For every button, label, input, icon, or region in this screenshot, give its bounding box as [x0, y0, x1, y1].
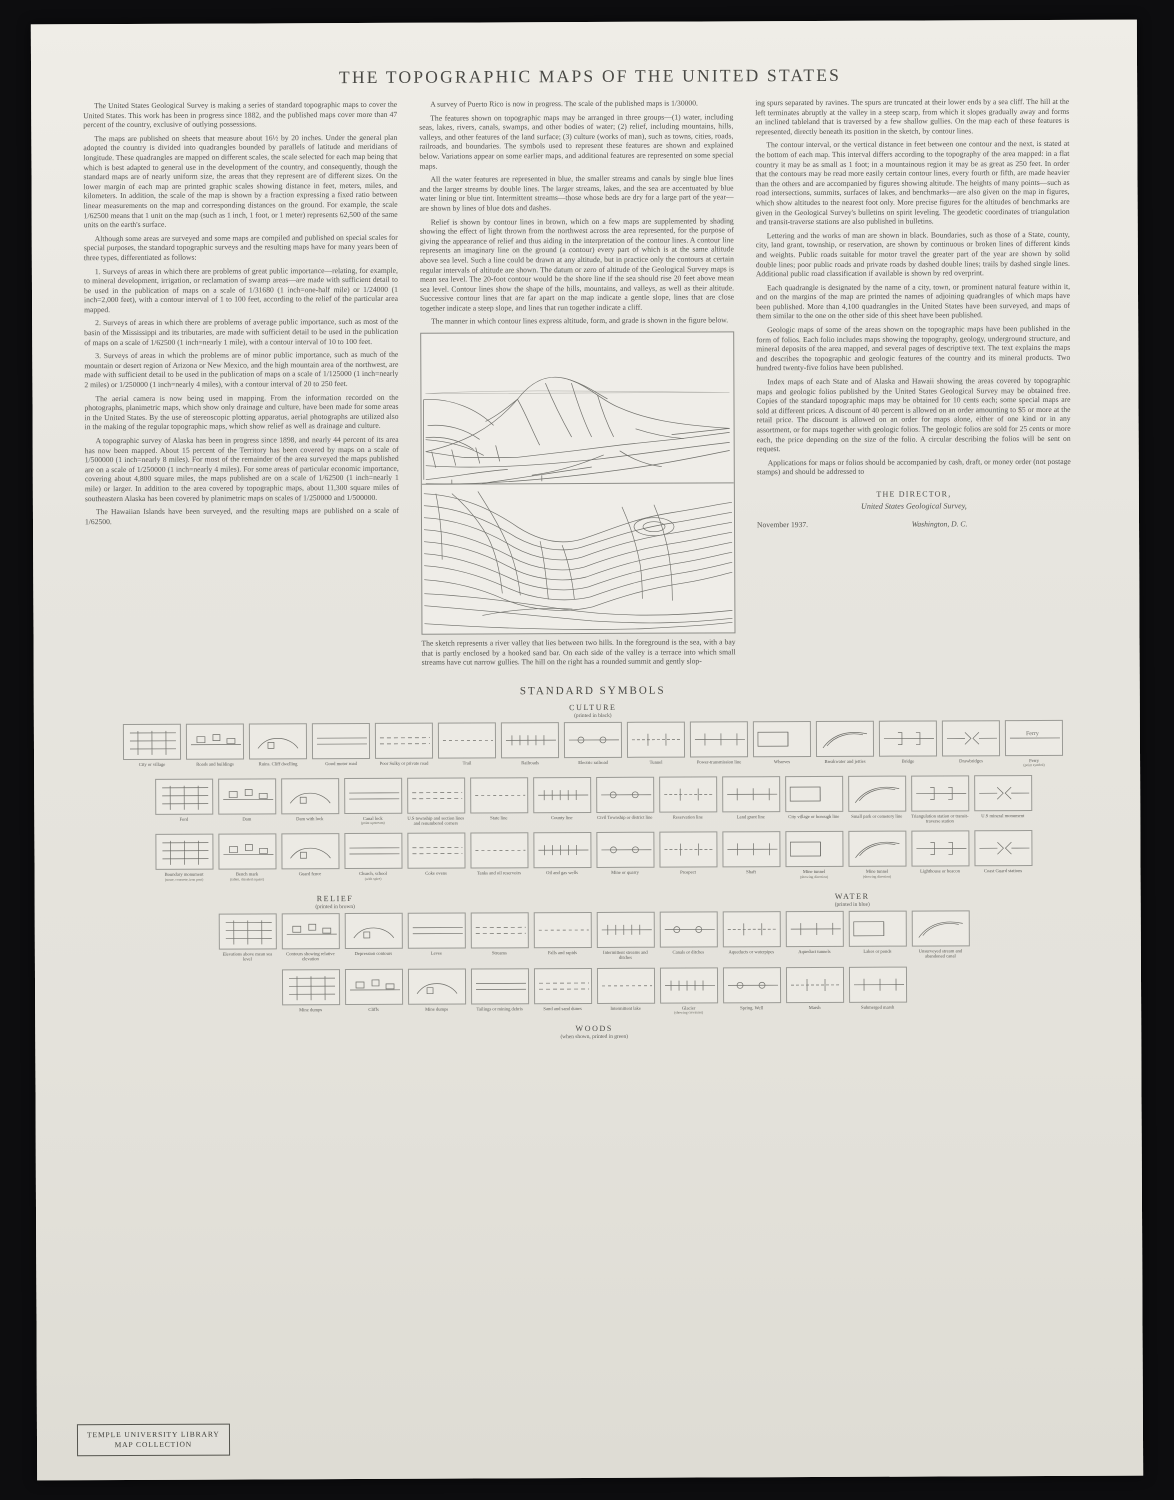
symbol-entry [785, 967, 843, 1015]
falls-rapids-icon [533, 912, 591, 948]
symbol-caption: Intermittent lake [610, 1005, 641, 1011]
symbol-entry [911, 910, 969, 959]
triangulation-icon [911, 775, 969, 811]
symbol-caption: Prospect [680, 869, 696, 875]
spring-well-icon [722, 967, 780, 1003]
township-line-icon [596, 776, 654, 812]
symbol-caption: Bench mark (tablet, chiseled square) [218, 872, 276, 882]
symbol-entry [533, 832, 591, 880]
symbol-entry [407, 913, 465, 962]
railroad-icon [501, 722, 559, 758]
mine-dumps-icon [281, 969, 339, 1005]
symbol-caption: Civil Township or district line [597, 814, 653, 820]
symbol-entry [470, 777, 528, 826]
city-block-icon [123, 724, 181, 760]
svg-text:Ferry: Ferry [1025, 730, 1039, 737]
signature-block [757, 488, 1071, 531]
symbol-entry [344, 777, 402, 826]
symbol-caption: Ford [179, 816, 189, 822]
dam-icon [218, 778, 276, 814]
culture-section-subtitle: (printed in black) [574, 712, 612, 719]
symbol-caption: Triangulation station or transit-traverse station [911, 812, 969, 824]
trail-icon [438, 722, 496, 758]
symbol-entry [722, 911, 780, 960]
director-label: THE DIRECTOR, [876, 489, 952, 499]
symbol-entry [218, 913, 276, 962]
reservation-line-icon [659, 776, 717, 812]
symbol-entry [659, 911, 717, 960]
symbol-caption-sub: (showing direction) [799, 874, 829, 879]
symbol-caption: Guard fence [298, 871, 322, 877]
symbol-entry [722, 832, 780, 880]
water-section [604, 885, 1101, 912]
canals-ditches-icon [659, 911, 717, 947]
symbol-entry [533, 777, 591, 826]
mine-tunnel-icon [785, 831, 843, 867]
symbol-caption: Unsurveyed stream and abandoned canal [918, 948, 963, 959]
symbol-caption: Boundary monument (stone, concrete, iron post) [155, 872, 213, 882]
symbol-caption: U.S mineral monument [981, 812, 1025, 818]
coast-guard-icon [974, 830, 1032, 866]
symbol-caption: Small park or cemetery line [851, 813, 903, 819]
library-stamp [77, 1424, 230, 1457]
symbol-caption: Canal lock (point upstream) [344, 815, 402, 825]
symbol-entry [911, 775, 969, 824]
boundary-monument-icon [155, 834, 213, 870]
symbol-entry [785, 911, 843, 960]
roads-buildings-icon [186, 723, 244, 759]
woods-section-title: WOODS [575, 1023, 613, 1033]
relief-section-title: RELIEF [316, 894, 354, 904]
symbol-entry [533, 968, 591, 1016]
symbol-caption: Breakwater and jetties [824, 758, 866, 764]
symbol-entry [690, 721, 748, 769]
symbol-entry [848, 966, 906, 1014]
symbol-caption: Coast Guard stations [983, 868, 1023, 874]
symbol-entry [501, 722, 559, 770]
symbol-caption: Mine or quarry [611, 870, 639, 876]
state-line-icon [470, 777, 528, 813]
symbol-entry [407, 777, 465, 826]
symbol-caption: Canals or ditches [672, 949, 705, 955]
symbol-entry [848, 831, 906, 879]
park-line-icon [848, 775, 906, 811]
symbol-entry [564, 722, 622, 770]
power-line-icon [690, 721, 748, 757]
symbol-caption: Submerged marsh [861, 1004, 895, 1010]
elevation-contours-icon [218, 913, 276, 949]
culture-symbol-row-3 [86, 830, 1100, 882]
county-line-icon [533, 777, 591, 813]
symbol-caption: Streams [491, 950, 507, 956]
symbol-caption: City village or borough line [788, 813, 840, 819]
paragraph: 1. Surveys of areas in which there are problems of great public importance—relating, for example, to mineral development, irrigation, or reclamation of swamp areas—are made with sufficient detail to be used in the publication of maps on a scale of 1/31680 (1 inch=one-half mile) or 1/24000 (1 inch=2,000 feet), with a contour interval of 1 to 100 feet, according to the relief of the particular area mapped. [83, 265, 399, 315]
column-1 [83, 100, 399, 531]
symbol-entry [785, 831, 843, 879]
tunnel-icon [627, 721, 685, 757]
breakwater-icon [816, 721, 874, 757]
symbol-entry [627, 721, 685, 769]
symbol-entry [722, 776, 780, 825]
symbol-entry [344, 833, 402, 881]
symbol-entry [375, 723, 433, 771]
symbol-entry [596, 968, 654, 1016]
symbol-entry [942, 720, 1000, 768]
water-section-title: WATER [834, 891, 870, 901]
symbol-entry [596, 776, 654, 825]
symbol-entry [848, 775, 906, 824]
symbol-caption: Good motor road [325, 760, 357, 766]
symbol-entry [533, 912, 591, 961]
symbol-entry [218, 778, 276, 827]
paragraph: All the water features are represented in blue, the smaller streams and canals by single blue lines and the larger streams by double lines. The larger streams, lakes, and the sea are accentuated by blue water lining or blue tint. Intermittent streams—those whose beds are dry for a large part of the year—are shown by lines of blue dots and dashes. [419, 173, 734, 213]
symbol-caption: Roads and buildings [196, 761, 234, 767]
symbol-caption: Levee [430, 950, 443, 956]
agency-label: United States Geological Survey, [861, 501, 967, 511]
symbol-caption: Coke ovens [425, 870, 447, 877]
symbol-entry [344, 969, 402, 1017]
symbol-caption: Aqueducts or waterpipes [728, 949, 775, 955]
prospect-icon [659, 832, 717, 868]
symbol-entry [281, 833, 339, 881]
poor-road-icon [375, 723, 433, 759]
symbol-entry [596, 832, 654, 880]
symbol-caption: Ferry (point symbol) [1005, 758, 1063, 768]
aqueduct-icon [722, 911, 780, 947]
symbol-caption: Sand and sand dunes [543, 1005, 582, 1012]
paragraph: The United States Geological Survey is making a series of standard topographic maps to cover the United States. This work has been in progress since 1882, and the published maps cover more than 47 percent of the country, exclusive of outlying possessions. [83, 99, 398, 130]
sheet-content [83, 54, 1103, 1462]
symbol-caption: State line [490, 814, 508, 820]
unsurveyed-stream-icon [911, 910, 969, 946]
symbol-caption: U.S township and section lines and renumbered corners [407, 815, 465, 826]
symbol-entry [438, 722, 496, 770]
oil-gas-wells-icon [533, 832, 591, 868]
contour-illustration [420, 331, 735, 634]
symbol-entry [344, 913, 402, 962]
signature-row [757, 518, 1071, 531]
symbol-entry [186, 723, 244, 771]
lakes-ponds-icon [848, 911, 906, 947]
symbol-entry [659, 776, 717, 825]
symbol-entry [407, 968, 465, 1016]
library-stamp-line2: MAP COLLECTION [114, 1439, 193, 1450]
tanks-icon [470, 833, 528, 869]
symbol-caption: Mine tunnel (showing direction) [848, 869, 906, 879]
symbol-entry [816, 721, 874, 769]
paragraph: 3. Surveys of areas in which the problems are of minor public importance, such as much of the mountain or desert region of Arizona or New Mexico, and the high mountain area of the northwest, are made with sufficient detail to be used in the publication of maps on a scale of 1/125000 (1 inch=nearly 2 miles) or 1/250000 (1 inch=nearly 4 miles), with a contour interval of 20 to 250 feet. [84, 350, 399, 390]
symbol-caption: Dam [242, 816, 252, 822]
relief-water-symbol-row-2 [87, 966, 1101, 1018]
symbol-caption: Aqueduct tunnels [798, 949, 831, 955]
symbol-entry [879, 720, 937, 768]
paragraph: A survey of Puerto Rico is now in progress. The scale of the published maps is 1/30000. [430, 98, 698, 109]
symbol-caption: Mine tunnel (showing direction) [785, 869, 843, 879]
shaft-icon [722, 832, 780, 868]
paragraph: Index maps of each State and of Alaska and Hawaii showing the areas covered by topographic maps and geologic folios published by the United States Geological Survey may be obtained free. Copies of the standard topographic maps may be obtained for 10 cents each; some special maps are sold at different prices. A discount of 40 percent is allowed on an order amounting to $5 or more at the retail price. The discount is allowed on an order for maps alone, either of one kind or in any assortment, or for maps together with geologic folios. The geologic folios are sold for 25 cents or more each, the price depending on the size of the folio. A circular describing the folios will be sent on request. [756, 375, 1071, 454]
symbol-entry [123, 724, 181, 772]
levee-icon [407, 913, 465, 949]
paragraph: Applications for maps or folios should be accompanied by cash, draft, or money order (not postage stamps) and should be addressed to [756, 456, 1071, 477]
church-school-icon [344, 833, 402, 869]
symbol-caption-sub: (stone, concrete, iron post) [164, 877, 204, 882]
township-lines-icon [407, 777, 465, 813]
symbol-caption-sub: (point symbol) [1023, 763, 1045, 768]
paragraph: The aerial camera is now being used in mapping. From the information recorded on the photographs, planimetric maps, which show only drainage and culture, have been made for some areas in the United States. By the use of stereoscopic plotting apparatus, aerial photographs are utilized also in the making of the regular topographic maps, which show relief as well as drainage and culture. [84, 392, 399, 432]
symbol-caption: Mine dumps [299, 1007, 323, 1013]
submerged-marsh-icon [848, 966, 906, 1002]
symbol-caption: Lakes or ponds [863, 948, 892, 954]
guard-fence-icon [281, 833, 339, 869]
streams-icon [470, 912, 528, 948]
symbol-caption: Lighthouse or beacon [920, 868, 960, 874]
standard-symbols-heading: STANDARD SYMBOLS [519, 684, 666, 698]
symbol-entry [659, 832, 717, 880]
mine-tunnel2-icon [848, 831, 906, 867]
figure-caption: The sketch represents a river valley that lies between two hills. In the foreground is the sea, with a bay that is partly enclosed by a hooked sand bar. On each side of the valley is a terrace into which small streams have cut narrow gullies. The hill on the right has a rounded summit and gently slop- [421, 637, 736, 667]
symbol-caption: Tailings or mining debris [476, 1006, 523, 1012]
symbol-entry [470, 833, 528, 881]
symbol-caption-sub: (tablet, chiseled square) [229, 877, 265, 882]
text-columns [83, 97, 1099, 673]
land-grant-icon [722, 776, 780, 812]
symbol-entry [155, 778, 213, 827]
symbol-caption: Land grant line [736, 813, 765, 819]
symbol-caption: Mine dumps [425, 1006, 449, 1012]
paragraph: Although some areas are surveyed and some maps are compiled and published on special scales for special purposes, the standard topographic surveys and the resulting maps have for many years been of three types, differentiated as follows: [83, 232, 398, 263]
coke-ovens-icon [407, 833, 465, 869]
symbol-caption: Power-transmission line [696, 759, 742, 765]
symbol-caption: Contours showing relative elevation [286, 951, 335, 962]
map-sheet [31, 20, 1143, 1481]
symbol-caption: County line [550, 814, 573, 820]
dam-lock-icon [281, 778, 339, 814]
symbol-caption: Tanks and oil reservoirs [477, 870, 522, 876]
symbol-entry [249, 723, 307, 771]
symbol-caption: Railroads [521, 760, 539, 766]
paragraph: Geologic maps of some of the areas shown on the topographic maps have been published in the form of folios. Each folio includes maps showing the topography, geology, underground structure, and mineral deposits of the area mapped, and several pages of descriptive text. The text explains the maps and describes the topographic and geologic features of the country and its mineral products. Two hundred twenty-five folios have been published. [756, 323, 1071, 373]
tailings-icon [470, 968, 528, 1004]
symbol-caption: Reservation line [672, 814, 703, 820]
symbol-entry [785, 775, 843, 824]
symbol-entry [218, 834, 276, 882]
page-title: THE TOPOGRAPHIC MAPS OF THE UNITED STATES [338, 64, 842, 88]
landform-sketch-svg [421, 332, 734, 633]
library-stamp-line1: TEMPLE UNIVERSITY LIBRARY [86, 1429, 220, 1440]
symbol-caption: Bridge [901, 758, 915, 764]
culture-section-title: CULTURE [569, 702, 617, 712]
paragraph: The manner in which contour lines express altitude, form, and grade is shown in the figure below. [431, 315, 729, 327]
paragraph: ing spurs separated by ravines. The spurs are truncated at their lower ends by a sea cliff. The hill at the left terminates abruptly at the valley in a steep scarp, from which it slopes gradually away and forms an inclined tableland that is traversed by a few shallow gullies. On the map each of these features is represented, directly beneath its position in the sketch, by contour lines. [755, 96, 1070, 137]
water-section-subtitle: (printed in blue) [834, 901, 870, 908]
symbol-entry [974, 830, 1032, 878]
electric-railroad-icon [564, 722, 622, 758]
ferry-icon [1005, 720, 1063, 756]
symbol-entry [155, 834, 213, 882]
signature-place: Washington, D. C. [911, 519, 968, 529]
wharves-icon [753, 721, 811, 757]
symbol-caption: Depression contours [354, 950, 393, 957]
aqueduct-tunnel-icon [785, 911, 843, 947]
relief-water-symbol-row-1 [87, 910, 1101, 963]
bench-mark-icon [218, 834, 276, 870]
symbol-caption: Ruins. Cliff dwelling [258, 761, 298, 767]
cliffs-icon [344, 969, 402, 1005]
culture-symbol-row-1 [86, 720, 1100, 772]
good-road-icon [312, 723, 370, 759]
symbol-entry [722, 967, 780, 1015]
borough-line-icon [785, 775, 843, 811]
sand-dunes-icon [533, 968, 591, 1004]
mine-dumps2-icon [407, 968, 465, 1004]
symbol-entry [1005, 720, 1063, 768]
symbol-caption: Shaft [746, 869, 756, 875]
relief-section-subtitle: (printed in brown) [315, 904, 355, 911]
paragraph: The maps are published on sheets that measure about 16½ by 20 inches. Under the general plan adopted the country is divided into quadrangles bounded by parallels of latitude and meridians of longitude. These quadrangles are mapped on different scales, the scale selected for each map being that which is best adapted to general use in the development of the country, and consequently, though the standard maps are of nearly uniform size, the areas that they represent are of different sizes. On the lower margin of each map are printed graphic scales showing distance in feet, meters, miles, and kilometers. In addition, the scale of the map is shown by a fraction expressing a fixed ratio between linear measurements on the map and corresponding distances on the ground. For example, the scale 1/62500 means that 1 unit on the map (such as 1 inch, 1 foot, or 1 meter) represents 62,500 of the same units on the earth's surface. [83, 132, 398, 230]
relative-elevation-icon [281, 913, 339, 949]
drawbridge-icon [942, 720, 1000, 756]
symbol-caption: Dam with lock [296, 815, 324, 821]
signature-date: November 1937. [756, 520, 809, 530]
symbol-caption: Wharves [773, 758, 791, 765]
mine-quarry-icon [596, 832, 654, 868]
marsh-icon [785, 967, 843, 1003]
glacier-icon [659, 967, 717, 1003]
symbol-entry [407, 833, 465, 881]
ruins-icon [249, 723, 307, 759]
symbol-entry [753, 721, 811, 769]
woods-section-subtitle: (when shown, printed in green) [560, 1033, 629, 1040]
symbol-entry [470, 968, 528, 1016]
symbol-caption: Tunnel [649, 759, 663, 765]
intermittent-streams-icon [596, 912, 654, 948]
intermittent-lake-icon [596, 968, 654, 1004]
symbol-caption: Church, school (with spire) [344, 871, 402, 881]
depression-contours-icon [344, 913, 402, 949]
symbol-entry [312, 723, 370, 771]
symbol-caption: Falls and rapids [547, 950, 577, 956]
symbol-caption: Intermittent streams and ditches [603, 949, 648, 961]
symbol-entry [281, 778, 339, 827]
symbol-caption-sub: (showing crevasses) [674, 1010, 704, 1015]
symbol-caption: Electric railroad [578, 759, 608, 765]
paragraph: The Hawaiian Islands have been surveyed, and the resulting maps are published on a scale of 1/62500. [84, 505, 399, 526]
paragraph: A topographic survey of Alaska has been in progress since 1898, and nearly 44 percent of its area has now been mapped. About 15 percent of the Territory has been covered by maps on a scale of 1/500000 (1 inch=nearly 8 miles). For most of the remainder of the area surveyed the maps published are on a scale of 1/250000 (1 inch=nearly 4 miles). For some areas of particular economic importance, covering about 4,800 square miles, the maps published are on a scale of 1/62500 (1 inch=nearly 1 mile) or larger. In addition to the area covered by topographic maps, about 11,300 square miles of southeastern Alaska has been covered by planimetric maps on scales of 1/250000 and 1/500000. [84, 434, 399, 503]
symbol-caption: Spring. Well [740, 1005, 764, 1011]
symbol-entry [911, 831, 969, 879]
symbol-entry [596, 912, 654, 961]
symbol-caption: Poor Sulky or private road [379, 760, 429, 766]
symbol-caption: Elevations above mean sea level [222, 951, 273, 962]
symbol-entry [659, 967, 717, 1015]
paragraph: Each quadrangle is designated by the name of a city, town, or prominent natural feature within it, and on the margins of the map are printed the names of adjoining quadrangles of which maps have been published. More than 4,100 quadrangles in the United States have been surveyed, and maps of them similar to the one on the other side of this sheet have been published. [756, 281, 1071, 321]
symbol-caption-sub: (showing direction) [862, 874, 892, 879]
relief-section [87, 887, 584, 914]
ford-icon [155, 778, 213, 814]
paragraph: 2. Surveys of areas in which there are problems of average public importance, such as most of the basin of the Mississippi and its tributaries, are made with sufficient detail to be used in the publication of maps on a scale of 1/62500 (1 inch=nearly 1 mile), with a contour interval of 10 to 100 feet. [84, 317, 399, 347]
symbol-entry [281, 913, 339, 962]
symbol-caption: City or village [138, 761, 166, 767]
paragraph: The contour interval, or the vertical distance in feet between one contour and the next, is stated at the bottom of each map. This interval differs according to the topography of the area mapped: in a flat country it may be as small as 1 foot; in a mountainous region it may be as great as 250 feet. In order that the contours may be read more easily certain contour lines, every fourth or fifth, are made heavier than the others and are accompanied by figures showing altitude. The heights of many points—such as road intersections, summits, surfaces of lakes, and benchmarks—are also given on the map in figures, which show altitudes to the nearest foot only. More precise figures for the altitudes of benchmarks are given in the Geological Survey's bulletins on spirit leveling. The geodetic coordinates of triangulation and transit-traverse stations are also published in bulletins. [755, 139, 1070, 227]
canal-lock-icon [344, 777, 402, 813]
symbol-entry [848, 911, 906, 960]
symbol-entry [470, 912, 528, 961]
column-3 [755, 97, 1071, 531]
symbol-entry [281, 969, 339, 1017]
paragraph: Relief is shown by contour lines in brown, which on a few maps are supplemented by shading showing the effect of light thrown from the northwest across the area represented, for the purpose of giving the appearance of relief and thus aiding in the interpretation of the contour lines. A contour line represents an imaginary line on the ground (a contour) every part of which is at the same altitude above sea level. Such a line could be drawn at any altitude, but in practice only the contours at certain regular intervals of altitude are shown. The datum or zero of altitude of the Geological Survey maps is mean sea level. The 20-foot contour would be the shore line if the sea should rise 20 feet above mean sea level. Contour lines show the shape of the hills, mountains, and valleys, as well as their altitude. Successive contour lines that are far apart on the map indicate a gentle slope, lines that are close together indicate a steep slope, and lines that run together indicate a cliff. [419, 215, 735, 313]
symbol-caption: Trail [462, 760, 472, 766]
symbol-caption-sub: (with spire) [364, 876, 382, 881]
culture-symbol-row-2 [86, 774, 1100, 827]
symbol-caption: Marsh [808, 1004, 821, 1010]
mineral-monument-icon [974, 775, 1032, 811]
symbol-caption-sub: (point upstream) [360, 820, 385, 825]
symbol-caption: Oil and gas wells [546, 870, 578, 876]
symbol-caption: Drawbridges [959, 758, 983, 764]
lighthouse-icon [911, 831, 969, 867]
bridge-icon [879, 720, 937, 756]
paragraph: Lettering and the works of man are shown in black. Boundaries, such as those of a State, county, city, land grant, township, or reservation, are shown by continuous or broken lines of different kinds and weights. Public roads suitable for motor travel the greater part of the year are shown by solid double lines; poor public roads and private roads by dashed double lines; trails by dashed single lines. Additional public road classification if available is shown by red overprint. [755, 229, 1070, 279]
symbol-caption: Glacier (showing crevasses) [660, 1005, 718, 1015]
symbol-entry [974, 775, 1032, 824]
column-2 [419, 98, 735, 671]
paragraph: The features shown on topographic maps may be arranged in three groups—(1) water, including seas, lakes, rivers, canals, swamps, and other bodies of water; (2) relief, including mountains, hills, valleys, and other features of the land surface; (3) culture (works of man), such as towns, cities, roads, railroads, and boundaries. The symbols used to represent these features are shown and explained below. Variations appear on some earlier maps, and additional features are represented on some special maps. [419, 111, 734, 171]
symbol-caption: Cliffs [368, 1006, 379, 1012]
